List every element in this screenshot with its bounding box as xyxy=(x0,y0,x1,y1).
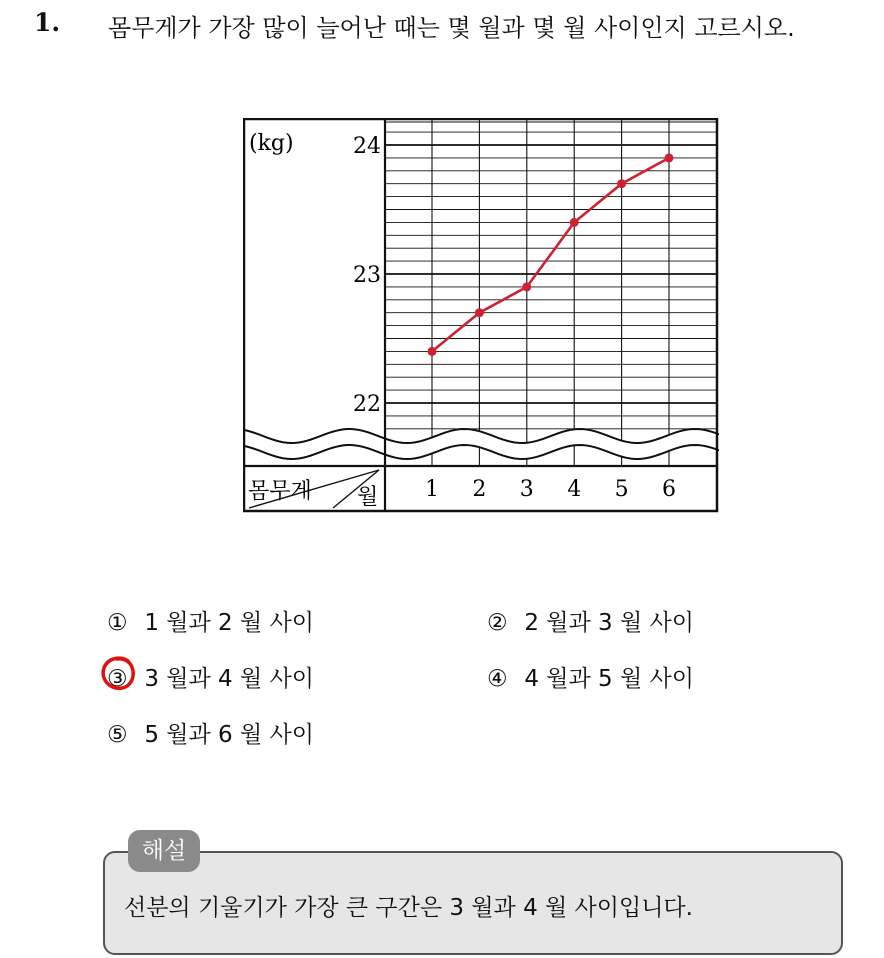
choice-3-number: ③ xyxy=(107,666,128,692)
x-tick-labels xyxy=(425,477,676,502)
data-point xyxy=(522,282,531,291)
choice-1-text: 1 월과 2 월 사이 xyxy=(144,610,314,636)
data-point xyxy=(475,308,484,317)
choice-1-number: ① xyxy=(107,610,128,636)
y-unit-label: (kg) xyxy=(249,131,294,156)
x-tick-label: 1 xyxy=(425,477,439,502)
series-polyline xyxy=(432,158,669,352)
choice-5[interactable] xyxy=(107,716,314,749)
question-text: 몸무게가 가장 많이 늘어난 때는 몇 월과 몇 월 사이인지 고르시오. xyxy=(108,14,795,42)
x-tick-label: 6 xyxy=(662,477,676,502)
x-tick-label: 5 xyxy=(614,477,629,502)
choice-5-number: ⑤ xyxy=(107,722,128,748)
y-axis-header: 몸무게 xyxy=(248,479,312,504)
choice-1[interactable] xyxy=(107,604,314,637)
choice-4-text: 4 월과 5 월 사이 xyxy=(524,666,694,692)
data-point xyxy=(428,347,437,356)
choice-4-number: ④ xyxy=(487,666,508,692)
choice-2-number: ② xyxy=(487,610,508,636)
x-axis-header: 월 xyxy=(357,485,379,510)
x-tick-label: 4 xyxy=(567,477,582,502)
axis-break xyxy=(243,429,719,459)
choice-4[interactable] xyxy=(487,660,694,693)
weight-line-chart xyxy=(243,118,719,514)
y-tick-label: 24 xyxy=(353,134,381,159)
data-point xyxy=(570,218,579,227)
data-point xyxy=(617,179,626,188)
choice-2-text: 2 월과 3 월 사이 xyxy=(524,610,694,636)
choice-5-text: 5 월과 6 월 사이 xyxy=(144,722,314,748)
y-tick-label: 22 xyxy=(353,392,381,417)
x-tick-label: 2 xyxy=(472,477,487,502)
explanation-tag: 해설 xyxy=(128,830,200,872)
y-tick-label: 23 xyxy=(353,263,381,288)
y-tick-labels xyxy=(353,134,381,417)
data-point xyxy=(665,153,674,162)
question-number: 1. xyxy=(34,8,61,37)
x-tick-label: 3 xyxy=(519,477,534,502)
chart-grid xyxy=(385,118,717,466)
explanation-text: 선분의 기울기가 가장 큰 구간은 3 월과 4 월 사이입니다. xyxy=(124,895,693,921)
answer-circle-mark xyxy=(101,655,137,691)
choice-3[interactable] xyxy=(107,660,314,693)
choice-3-text: 3 월과 4 월 사이 xyxy=(144,666,314,692)
choice-2[interactable] xyxy=(487,604,694,637)
